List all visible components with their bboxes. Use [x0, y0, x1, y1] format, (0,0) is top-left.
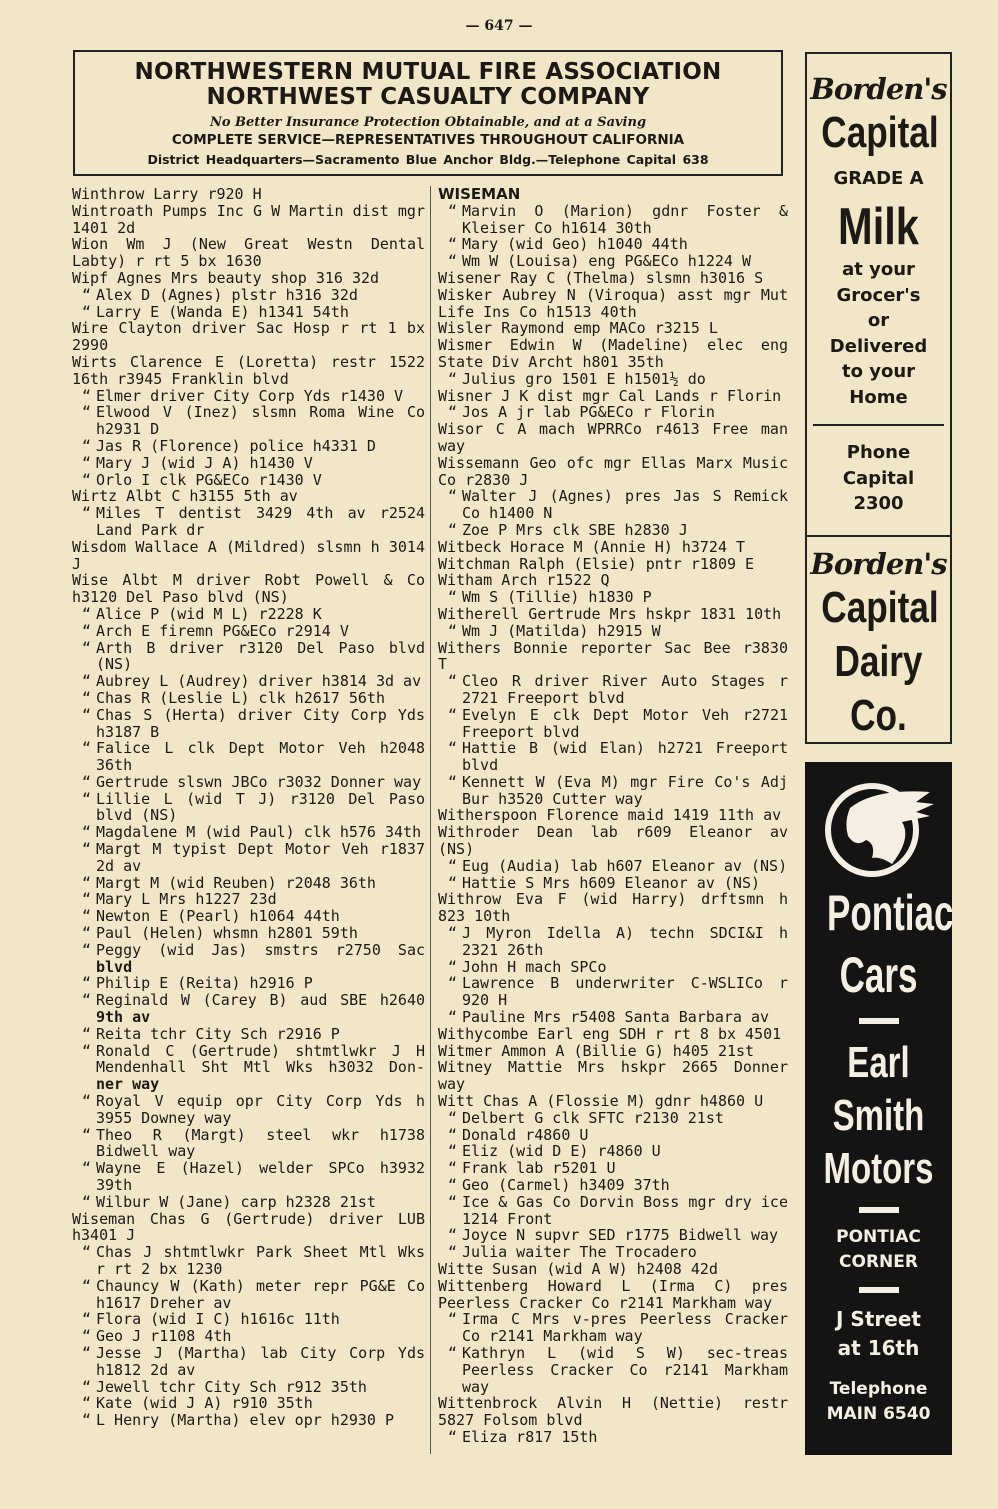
entry-text: Kennett W (Eva M) mgr Fire Co's Adj Bur h3520 Cutter way [462, 772, 788, 808]
divider [807, 535, 950, 537]
directory-entry [438, 1043, 788, 1060]
directory-entry [72, 690, 425, 707]
entry-text: Wisener Ray C (Thelma) slsmn h3016 S [438, 268, 764, 287]
directory-entry [72, 572, 425, 606]
directory-entry [438, 488, 788, 522]
directory-entry [72, 875, 425, 892]
directory-entry [438, 320, 788, 337]
directory-entry [438, 1059, 788, 1093]
entry-text: Chauncy W (Kath) meter repr PG&E Co h1617 Dreher av [96, 1276, 425, 1312]
pontiac-corner: CORNER [839, 1252, 918, 1272]
directory-entry [72, 673, 425, 690]
entry-text: Pauline Mrs r5408 Santa Barbara av [462, 1008, 770, 1027]
entry-text: Peggy (wid Jas) smstrs r2750 Sac [96, 940, 425, 959]
directory-entry [72, 1194, 425, 1211]
bordens-co: Co. [850, 690, 907, 740]
directory-entry [72, 975, 425, 992]
bordens-ad [805, 52, 952, 744]
directory-entry [72, 438, 425, 455]
directory-entry [72, 606, 425, 623]
directory-entry [438, 572, 788, 589]
entry-text: Wittenberg Howard L (Irma C) pres Peerless Cracker Co r2141 Markham way [438, 1276, 788, 1312]
entry-text: Witherspoon Florence maid 1419 11th av [438, 806, 782, 825]
entry-text: Wm S (Tillie) h1830 P [462, 588, 652, 607]
entry-text: Frank lab r5201 U [462, 1159, 616, 1178]
directory-entry [438, 1127, 788, 1144]
entry-text: J Myron Idella A) techn SDCI&I h 2321 26th [462, 924, 788, 959]
column-header [438, 186, 788, 203]
bordens-line: Home [849, 386, 908, 408]
pontiac-ad [805, 762, 952, 1455]
entry-text: Philip E (Reita) h2916 P [96, 974, 313, 993]
entry-text: Paul (Helen) whsmn h2801 59th [96, 924, 358, 943]
entry-text: Wisdom Wallace A (Mildred) slsmn h 3014 J [72, 537, 425, 573]
directory-entry [72, 354, 425, 388]
directory-entry [438, 1093, 788, 1110]
divider [859, 1287, 899, 1293]
entry-text: Withycombe Earl eng SDH r rt 8 bx 4501 [438, 1024, 782, 1043]
directory-entry [438, 388, 788, 405]
directory-entry [72, 320, 425, 354]
ad-headquarters: District Headquarters—Sacramento Blue Anchor Bldg.—Telephone Capital 638 [147, 152, 709, 167]
directory-entry [438, 253, 788, 270]
bordens-logo: Borden's [810, 72, 947, 106]
bordens-line: or [867, 310, 890, 331]
directory-entry [72, 287, 425, 304]
directory-entry [438, 1026, 788, 1043]
directory-entry [72, 455, 425, 472]
entry-text: Wittenbrock Alvin H (Nettie) restr 5827 Folsom blvd [438, 1394, 788, 1430]
entry-text: Wisor C A mach WPRRCo r4613 Free man way [438, 420, 788, 455]
entry-text: Withers Bonnie reporter Sac Bee r3830 T [438, 638, 788, 674]
directory-entry [72, 1127, 425, 1161]
entry-text: Reita tchr City Sch r2916 P [96, 1024, 340, 1043]
entry-text: Witchman Ralph (Elsie) pntr r1809 E [438, 554, 755, 573]
directory-entry [438, 421, 788, 455]
ad-slogan: No Better Insurance Protection Obtainable, and at a Saving [209, 115, 647, 130]
directory-entry [438, 1110, 788, 1127]
directory-entry [72, 1395, 425, 1412]
dealer-street: J Street [836, 1307, 921, 1331]
entry-text: Wiseman Chas G (Gertrude) driver LUB h3401 J [72, 1209, 425, 1245]
pontiac-cars: Cars [839, 947, 918, 1003]
entry-text: Margt M typist Dept Motor Veh r1837 2d av [96, 840, 425, 875]
entry-text: Kathryn L (wid S W) sec-treas Peerless Cracker Co r2141 Markham way [462, 1343, 788, 1396]
entry-text: Geo J r1108 4th [96, 1327, 232, 1346]
bordens-line: to your [841, 361, 916, 382]
directory-entry [72, 640, 425, 674]
divider [859, 1018, 899, 1024]
entry-text: Wisner J K dist mgr Cal Lands r Florin [438, 386, 782, 405]
directory-entry [438, 807, 788, 824]
entry-text: Royal V equip opr City Corp Yds h 3955 Downey way [96, 1092, 425, 1127]
entry-text: WISEMAN [438, 185, 521, 203]
directory-entry [438, 287, 788, 321]
directory-entry [72, 1043, 425, 1093]
entry-text: Winthrow Larry r920 H [72, 185, 262, 203]
entry-text: Ice & Gas Co Dorvin Boss mgr dry ice 1214 Front [462, 1192, 788, 1228]
bordens-capital: Capital [821, 108, 939, 157]
entry-text: Jas R (Florence) police h4331 D [96, 436, 376, 455]
entry-text: Flora (wid I C) h1616c 11th [96, 1310, 340, 1329]
entry-text: Chas J shtmtlwkr Park Sheet Mtl Wks r rt 2 bx 1230 [96, 1243, 425, 1278]
insurance-ad [73, 50, 783, 176]
bordens-line: at your [842, 259, 915, 280]
dealer-earl: Earl [847, 1038, 910, 1087]
directory-entry [72, 1412, 425, 1429]
directory-entry [72, 388, 425, 405]
directory-entry [438, 606, 788, 623]
directory-entry [438, 1177, 788, 1194]
dealer-street: at 16th [837, 1336, 920, 1360]
entry-text: Donald r4860 U [462, 1125, 589, 1144]
entry-text: Jos A jr lab PG&ECo r Florin [462, 403, 715, 422]
directory-entry [438, 1311, 788, 1345]
entry-text: Wilbur W (Jane) carp h2328 21st [96, 1192, 376, 1211]
pontiac-corner: PONTIAC [836, 1227, 921, 1247]
entry-text: Cleo R driver River Auto Stages r 2721 Freeport blvd [462, 672, 788, 707]
entry-text: Lawrence B underwriter C-WSLICo r 920 H [462, 974, 788, 1010]
directory-entry [438, 236, 788, 253]
ad-company-1: NORTHWESTERN MUTUAL FIRE ASSOCIATION [134, 59, 722, 85]
directory-entry [72, 824, 425, 841]
directory-entry [72, 1026, 425, 1043]
directory-entry [438, 455, 788, 489]
directory-entry [438, 623, 788, 640]
directory-entry [438, 1261, 788, 1278]
entry-text: L Henry (Martha) elev opr h2930 P [96, 1411, 395, 1430]
entry-text: Withrow Eva F (wid Harry) drftsmn h 823 10th [438, 890, 788, 926]
entry-text: Orlo I clk PG&ECo r1430 V [96, 470, 322, 489]
directory-entry [72, 740, 425, 774]
dealer-smith: Smith [832, 1091, 925, 1140]
directory-entry [72, 505, 425, 539]
entry-bold-text: 9th av [96, 1008, 151, 1027]
directory-entry [72, 891, 425, 908]
entry-text: Wirts Clarence E (Loretta) restr 1522 16th r3945 Franklin blvd [72, 352, 425, 388]
directory-entry [438, 875, 788, 892]
entry-text: Wirtz Albt C h3155 5th av [72, 487, 298, 506]
directory-entry [72, 488, 425, 505]
directory-entry [438, 1194, 788, 1228]
directory-entry [438, 1395, 788, 1429]
ad-service: COMPLETE SERVICE—REPRESENTATIVES THROUGHOUT CALIFORNIA [171, 132, 685, 148]
entry-text: Magdalene M (wid Paul) clk h576 34th [96, 823, 422, 842]
entry-text: Delbert G clk SFTC r2130 21st [462, 1108, 724, 1127]
entry-text: Wipf Agnes Mrs beauty shop 316 32d [72, 268, 380, 287]
entry-text: Theo R (Margt) steel wkr h1738 Bidwell way [96, 1125, 425, 1161]
entry-text: Mary J (wid J A) h1430 V [96, 453, 313, 472]
directory-entry [438, 556, 788, 573]
directory-entry [72, 236, 425, 270]
entry-text: Gertrude slswn JBCo r3032 Donner way [96, 772, 422, 791]
directory-entry [438, 1227, 788, 1244]
entry-text: Newton E (Pearl) h1064 44th [96, 907, 340, 926]
directory-entry [72, 623, 425, 640]
directory-entry [72, 1278, 425, 1312]
bordens-logo: Borden's [810, 546, 947, 581]
entry-text: Walter J (Agnes) pres Jas S Remick Co h1400 N [462, 487, 788, 523]
entry-text: Hattie S Mrs h609 Eleanor av (NS) [462, 873, 761, 892]
directory-entry [72, 707, 425, 741]
entry-text: Margt M (wid Reuben) r2048 36th [96, 873, 376, 892]
entry-text: Marvin O (Marion) gdnr Foster & Kleiser Co h1614 30th [462, 201, 788, 237]
entry-text: Julia waiter The Trocadero [462, 1243, 697, 1262]
entry-text: Witbeck Horace M (Annie H) h3724 T [438, 537, 746, 556]
directory-entry [72, 1244, 425, 1278]
bordens-line: Grocer's [836, 284, 921, 306]
entry-text: Lillie L (wid T J) r3120 Del Paso blvd (NS) [96, 789, 425, 825]
ad-company-2: NORTHWEST CASUALTY COMPANY [206, 84, 650, 110]
directory-entry [438, 858, 788, 875]
entry-text: Geo (Carmel) h3409 37th [462, 1176, 670, 1195]
entry-text: Alice P (wid M L) r2228 K [96, 604, 322, 623]
entry-text: Witham Arch r1522 Q [438, 571, 610, 590]
directory-entry [72, 304, 425, 321]
entry-bold-text: blvd [96, 957, 133, 976]
entry-text: Wissemann Geo ofc mgr Ellas Marx Music Co r2830 J [438, 453, 788, 489]
divider [813, 424, 944, 426]
entry-text: Aubrey L (Audrey) driver h3814 3d av [96, 672, 422, 691]
directory-entry [438, 673, 788, 707]
directory-entry [438, 1429, 788, 1446]
directory-entry [438, 1160, 788, 1177]
dealer-telephone: Telephone [829, 1379, 928, 1399]
entry-text: Eug (Audia) lab h607 Eleanor av (NS) [462, 856, 788, 875]
entry-text: Chas S (Herta) driver City Corp Yds h3187 B [96, 705, 425, 741]
entry-text: John H mach SPCo [462, 957, 607, 976]
directory-entry [438, 404, 788, 421]
directory-entry [72, 472, 425, 489]
divider [859, 1207, 899, 1213]
directory-column-left [72, 186, 425, 1429]
entry-text: Wm J (Matilda) h2915 W [462, 621, 661, 640]
dealer-motors: Motors [823, 1144, 934, 1193]
directory-column-right [438, 186, 788, 1446]
directory-entry [72, 1211, 425, 1245]
entry-bold-text: ner way [96, 1075, 160, 1094]
entry-text: Witney Mattie Mrs hskpr 2665 Donner way [438, 1058, 788, 1094]
entry-text: Larry E (Wanda E) h1341 54th [96, 302, 349, 321]
entry-text: Wire Clayton driver Sac Hosp r rt 1 bx 2990 [72, 319, 425, 355]
pontiac-name: Pontiac [827, 885, 954, 941]
entry-text: Irma C Mrs v-pres Peerless Cracker Co r2141 Markham way [462, 1310, 788, 1346]
entry-text: Julius gro 1501 E h1501½ do [462, 369, 706, 388]
entry-text: Witt Chas A (Flossie M) gdnr h4860 U [438, 1092, 764, 1111]
directory-entry [438, 589, 788, 606]
entry-text: Hattie B (wid Elan) h2721 Freeport blvd [462, 739, 788, 775]
directory-entry [438, 371, 788, 388]
entry-text: Kate (wid J A) r910 35th [96, 1394, 313, 1413]
directory-entry [438, 925, 788, 959]
column-divider [430, 186, 431, 1454]
entry-text: Jewell tchr City Sch r912 35th [96, 1377, 367, 1396]
bordens-dairy: Dairy [834, 636, 923, 686]
directory-entry [72, 1160, 425, 1194]
directory-entry [72, 270, 425, 287]
entry-text: Wismer Edwin W (Madeline) elec eng State Div Archt h801 35th [438, 336, 788, 371]
entry-text: Wisker Aubrey N (Viroqua) asst mgr Mut Life Ins Co h1513 40th [438, 285, 788, 321]
page-number: — 647 — [465, 18, 533, 34]
directory-entry [72, 539, 425, 573]
directory-entry [438, 740, 788, 774]
bordens-phone: Capital [842, 467, 915, 489]
entry-text: Witherell Gertrude Mrs hskpr 1831 10th [438, 604, 782, 623]
directory-entry [72, 942, 425, 976]
entry-text: Falice L clk Dept Motor Veh h2048 36th [96, 739, 425, 775]
entry-text: Jesse J (Martha) lab City Corp Yds h1812 2d av [96, 1343, 425, 1379]
directory-entry [72, 203, 425, 237]
entry-text: Reginald W (Carey B) aud SBE h2640 [96, 991, 425, 1010]
directory-entry [438, 1244, 788, 1261]
directory-entry [438, 1345, 788, 1395]
entry-text: Mary (wid Geo) h1040 44th [462, 235, 688, 254]
directory-entry [72, 1311, 425, 1328]
entry-text: Eliza r817 15th [462, 1427, 598, 1446]
directory-entry [438, 270, 788, 287]
directory-entry [438, 539, 788, 556]
directory-entry [438, 1009, 788, 1026]
directory-entry [438, 1278, 788, 1312]
directory-entry [438, 522, 788, 539]
entry-text: Wion Wm J (New Great Westn Dental Labty) r rt 5 bx 1630 [72, 235, 425, 271]
directory-entry [438, 707, 788, 741]
entry-text: Elwood V (Inez) slsmn Roma Wine Co h2931 D [96, 403, 425, 439]
entry-text: Wisler Raymond emp MACo r3215 L [438, 319, 718, 338]
directory-entry [72, 1345, 425, 1379]
directory-entry [72, 908, 425, 925]
directory-entry [438, 203, 788, 237]
directory-entry [438, 640, 788, 674]
directory-entry [72, 791, 425, 825]
directory-entry [438, 959, 788, 976]
bordens-line: Delivered [829, 335, 928, 357]
directory-entry [72, 841, 425, 875]
directory-entry [72, 1093, 425, 1127]
entry-text: Wise Albt M driver Robt Powell & Co h3120 Del Paso blvd (NS) [72, 571, 425, 607]
entry-text: Wm W (Louisa) eng PG&ECo h1224 W [462, 252, 751, 271]
entry-text: Witte Susan (wid A W) h2408 42d [438, 1260, 718, 1278]
bordens-phone: Phone [846, 442, 911, 463]
entry-text: Witmer Ammon A (Billie G) h405 21st [438, 1041, 755, 1060]
entry-text: Joyce N supvr SED r1775 Bidwell way [462, 1226, 779, 1245]
entry-text: Ronald C (Gertrude) shtmtlwkr J H Mendenhall Sht Mtl Wks h3032 Don- [96, 1041, 425, 1077]
bordens-phone: 2300 [853, 493, 904, 514]
entry-text: Wintroath Pumps Inc G W Martin dist mgr 1401 2d [72, 201, 425, 237]
bordens-grade: GRADE A [833, 168, 924, 189]
entry-text: Mary L Mrs h1227 23d [96, 890, 277, 909]
entry-text: Alex D (Agnes) plstr h316 32d [96, 285, 358, 304]
entry-text: Wayne E (Hazel) welder SPCo h3932 39th [96, 1159, 425, 1195]
directory-entry [72, 1328, 425, 1345]
entry-text: Arch E firemn PG&ECo r2914 V [96, 621, 349, 640]
directory-entry [72, 774, 425, 791]
entry-text: Eliz (wid D E) r4860 U [462, 1142, 661, 1161]
dealer-telephone: MAIN 6540 [826, 1404, 931, 1424]
entry-text: Elmer driver City Corp Yds r1430 V [96, 386, 404, 405]
bordens-milk: Milk [838, 198, 919, 256]
directory-entry [438, 891, 788, 925]
entry-text: Arth B driver r3120 Del Paso blvd (NS) [96, 638, 425, 674]
entry-text: Evelyn E clk Dept Motor Veh r2721 Freeport blvd [462, 705, 788, 741]
entry-text: Chas R (Leslie L) clk h2617 56th [96, 688, 385, 707]
bordens-capital: Capital [821, 582, 939, 632]
directory-entry [72, 404, 425, 438]
entry-text: Withroder Dean lab r609 Eleanor av (NS) [438, 823, 788, 859]
directory-entry [438, 975, 788, 1009]
entry-text: Zoe P Mrs clk SBE h2830 J [462, 520, 688, 539]
directory-entry [72, 992, 425, 1026]
directory-entry [72, 186, 425, 203]
directory-entry [72, 925, 425, 942]
directory-entry [72, 1379, 425, 1396]
directory-entry [438, 774, 788, 808]
directory-entry [438, 337, 788, 371]
directory-entry [438, 1143, 788, 1160]
directory-entry [438, 824, 788, 858]
pontiac-indian-head-icon [805, 778, 952, 882]
entry-text: Miles T dentist 3429 4th av r2524 Land Park dr [96, 504, 425, 539]
